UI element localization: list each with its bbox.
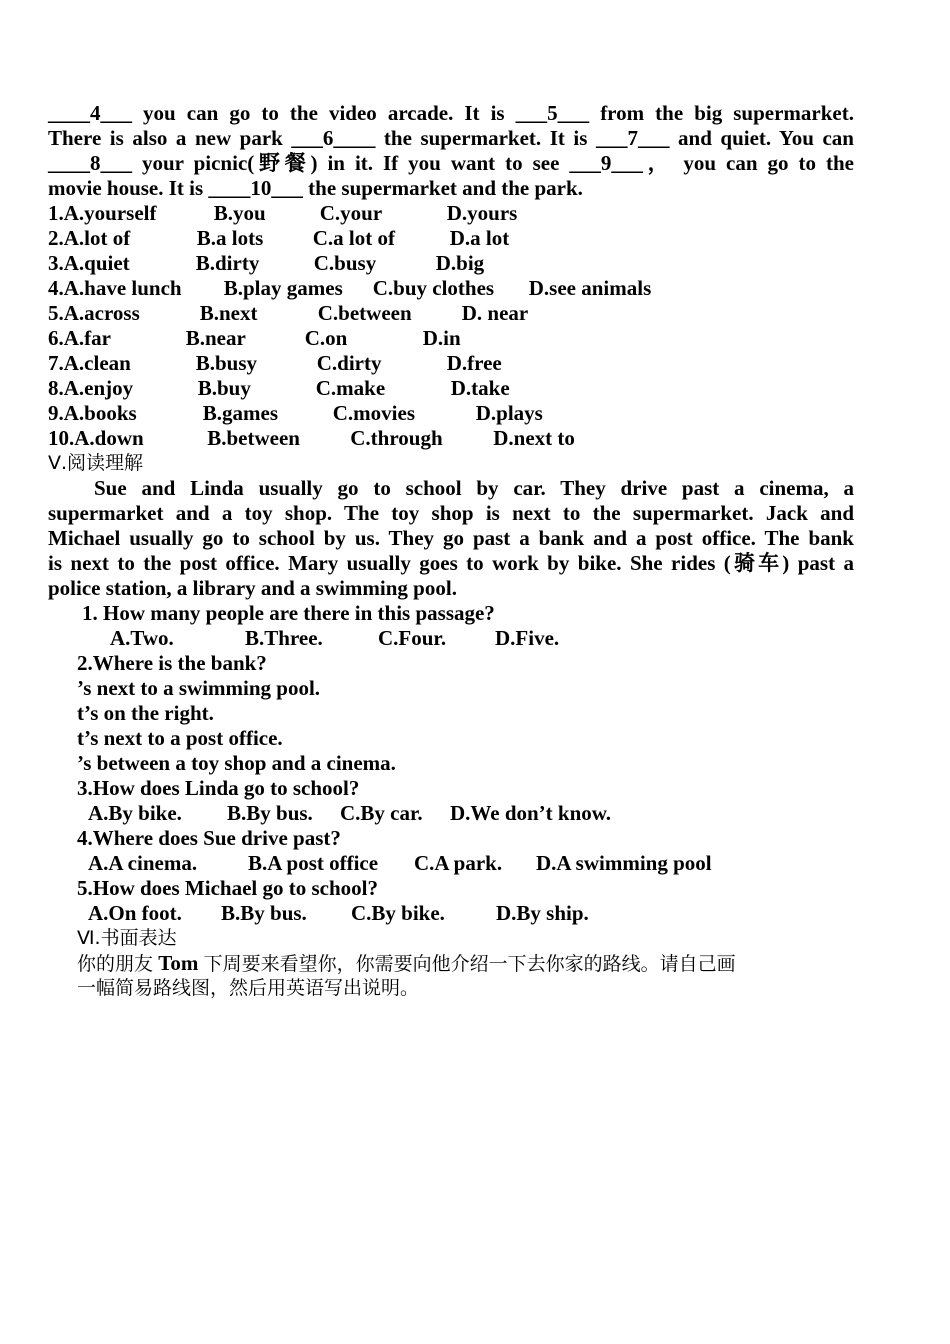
options-row <box>48 851 854 876</box>
option: C.A park. <box>414 851 503 875</box>
option: A.enjoy <box>63 376 134 400</box>
option: C.between <box>317 301 412 325</box>
option: A.On foot. <box>88 901 182 925</box>
option: ’s next to a swimming pool. <box>77 676 321 700</box>
question-row <box>48 276 854 301</box>
question-number: 4. <box>48 276 64 300</box>
question-number: 3. <box>48 251 64 275</box>
option: B.By bus. <box>221 901 307 925</box>
option: B.dirty <box>195 251 260 275</box>
option: t’s on the right. <box>77 701 214 725</box>
option: C.By car. <box>340 801 423 825</box>
option: D.By ship. <box>496 901 589 925</box>
question-stem: 3.How does Linda go to school? <box>77 776 360 800</box>
cloze-questions <box>48 201 854 451</box>
option: A.yourself <box>63 201 157 225</box>
passage-line: Sue and Linda usually go to school by car. They drive past a cinema, a <box>94 476 854 500</box>
cloze-line: movie house. It is ____10___ the supermarket and the park. <box>48 176 583 200</box>
option: C.busy <box>313 251 377 275</box>
option: D.a lot <box>449 226 510 250</box>
question-number: 9. <box>48 401 64 425</box>
question-number: 1. <box>48 201 64 225</box>
cloze-line: There is also a new park ___6____ the supermarket. It is ___7___ and quiet. You can <box>48 126 854 150</box>
option: A.have lunch <box>63 276 182 300</box>
worksheet-page <box>48 101 854 1001</box>
option: D.plays <box>475 401 543 425</box>
question-number: 10. <box>48 426 75 450</box>
options-row <box>48 901 854 926</box>
question-stem: 4.Where does Sue drive past? <box>77 826 341 850</box>
option: A.far <box>63 326 111 350</box>
prompt-text: 你的朋友 <box>77 953 154 975</box>
option: A.lot of <box>63 226 131 250</box>
option: B.A post office <box>248 851 379 875</box>
option: A.books <box>63 401 137 425</box>
option: D.Five. <box>495 626 560 650</box>
passage-line: supermarket and a toy shop. The toy shop is next to the supermarket. Jack and <box>48 501 854 525</box>
reading-passage <box>48 476 854 601</box>
option: B.you <box>213 201 266 225</box>
option: D.yours <box>446 201 518 225</box>
passage-line: police station, a library and a swimming pool. <box>48 576 457 600</box>
option: A.By bike. <box>88 801 182 825</box>
question-stem: 5.How does Michael go to school? <box>77 876 378 900</box>
option: A.A cinema. <box>88 851 198 875</box>
cloze-passage <box>48 101 854 201</box>
passage-line: is next to the post office. Mary usually goes to work by bike. She rides (骑车) past a <box>48 551 854 575</box>
option: D.A swimming pool <box>536 851 712 875</box>
prompt-name: Tom <box>153 951 204 975</box>
writing-prompt-line <box>48 951 854 976</box>
passage-line: Michael usually go to school by us. They go past a bank and a post office. The bank <box>48 526 854 550</box>
option: B.Three. <box>245 626 323 650</box>
question-row <box>48 426 854 451</box>
option: D.see animals <box>528 276 652 300</box>
question-row <box>48 226 854 251</box>
option: t’s next to a post office. <box>77 726 283 750</box>
option: D.in <box>422 326 461 350</box>
option: D. near <box>461 301 529 325</box>
question-number: 5. <box>48 301 64 325</box>
option: B.near <box>185 326 246 350</box>
option: B.buy <box>197 376 251 400</box>
option: C.a lot of <box>312 226 395 250</box>
question-stem: 1. How many people are there in this passage? <box>82 601 495 625</box>
option: D.big <box>435 251 485 275</box>
option: D.next to <box>493 426 575 450</box>
option: C.make <box>315 376 386 400</box>
question-number: 7. <box>48 351 64 375</box>
option: B.play games <box>223 276 343 300</box>
option: C.on <box>304 326 348 350</box>
cloze-line: ____4___ you can go to the video arcade. It is ___5___ from the big supermarket. <box>48 101 854 125</box>
option: C.your <box>319 201 383 225</box>
question-stem: 2.Where is the bank? <box>77 651 267 675</box>
options-row <box>48 801 854 826</box>
option: A.quiet <box>63 251 130 275</box>
option: B.next <box>199 301 258 325</box>
option: B.games <box>202 401 278 425</box>
option: C.dirty <box>316 351 382 375</box>
option: C.movies <box>332 401 415 425</box>
option: D.take <box>450 376 510 400</box>
option: D.free <box>446 351 502 375</box>
question-row <box>48 326 854 351</box>
option: C.By bike. <box>351 901 445 925</box>
question-number: 2. <box>48 226 64 250</box>
option: B.a lots <box>196 226 264 250</box>
question-row <box>48 251 854 276</box>
option: A.down <box>74 426 144 450</box>
section-heading: Ⅵ.书面表达 <box>77 927 177 949</box>
cloze-line: ____8___ your picnic(野餐) in it. If you want to see ___9___， you can go to the <box>48 151 854 175</box>
question-row <box>48 401 854 426</box>
question-number: 8. <box>48 376 64 400</box>
option: B.between <box>207 426 300 450</box>
question-number: 6. <box>48 326 64 350</box>
option: D.We don’t know. <box>450 801 612 825</box>
option: A.clean <box>63 351 131 375</box>
option: B.busy <box>195 351 258 375</box>
writing-prompt-line: 一幅简易路线图，然后用英语写出说明。 <box>77 977 420 999</box>
section-heading: Ⅴ.阅读理解 <box>48 452 144 474</box>
options-row <box>48 626 854 651</box>
option: A.Two. <box>110 626 174 650</box>
option: C.Four. <box>378 626 447 650</box>
prompt-text: 下周要来看望你，你需要向他介绍一下去你家的路线。请自己画 <box>203 953 736 975</box>
option: B.By bus. <box>227 801 313 825</box>
question-row <box>48 201 854 226</box>
option: C.through <box>350 426 443 450</box>
question-row <box>48 301 854 326</box>
option: ’s between a toy shop and a cinema. <box>77 751 396 775</box>
option: A.across <box>63 301 140 325</box>
question-row <box>48 351 854 376</box>
question-row <box>48 376 854 401</box>
option: C.buy clothes <box>372 276 495 300</box>
